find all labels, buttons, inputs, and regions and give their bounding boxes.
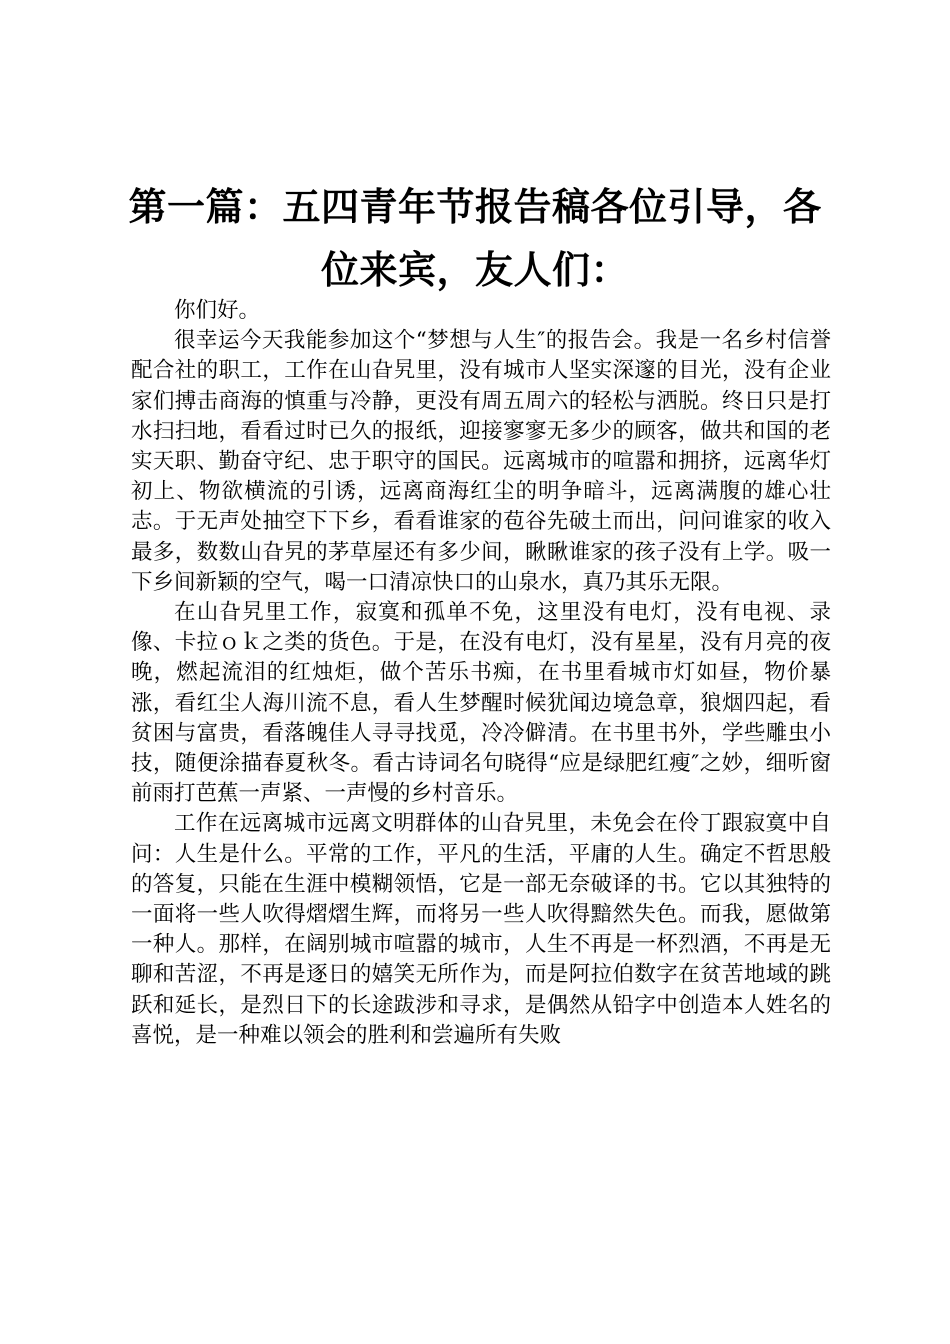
paragraph: 在山旮旯里工作，寂寞和孤单不免，这里没有电灯，没有电视、录像、卡拉ｏｋ之类的货色。于是，在没有电灯，没有星星，没有月亮的夜晚，燃起流泪的红烛炬，做个苦乐书痴，在书里看城市灯如昼，物价暴涨，看红尘人海川流不息，看人生梦醒时候犹闻边境急章，狼烟四起，看贫困与富贵，看落魄佳人寻寻找觅，冷冷僻清。在书里书外，学些雕虫小技，随便涂描春夏秋冬。看古诗词名句晓得“应是绿肥红瘦″之妙，细听窗前雨打芭蕉一声紧、一声慢的乡村音乐。 [131,600,831,807]
paragraph: 很幸运今天我能参加这个“梦想与人生″的报告会。我是一名乡村信誉配合社的职工，工作在山旮旯里，没有城市人坚实深邃的目光，没有企业家们搏击商海的慎重与冷静，更没有周五周六的轻松与洒脱。终日只是打水扫扫地，看看过时已久的报纸，迎接寥寥无多少的顾客，做共和国的老实天职、勤奋守纪、忠于职守的国民。远离城市的喧嚣和拥挤，远离华灯初上、物欲横流的引诱，远离商海红尘的明争暗斗，远离满腹的雄心壮志。于无声处抽空下下乡，看看谁家的苞谷先破土而出，问问谁家的收入最多，数数山旮旯的茅草屋还有多少间，瞅瞅谁家的孩子没有上学。吸一下乡间新颖的空气，喝一口清凉快口的山泉水，真乃其乐无限。 [131,328,831,595]
document-title: 第一篇：五四青年节报告稿各位引导，各位来宾，友人们： [128,185,822,292]
document-body [131,296,831,1051]
paragraph: 你们好。 [174,298,261,323]
paragraph: 工作在远离城市远离文明群体的山旮旯里，未免会在伶丁跟寂寞中自问：人生是什么。平常的工作，平凡的生活，平庸的人生。确定不哲思般的答复，只能在生涯中模糊领悟，它是一部无奈破译的书。它以其独特的一面将一些人吹得熠熠生辉，而将另一些人吹得黯然失色。而我，愿做第一种人。那样，在阔别城市喧嚣的城市，人生不再是一杯烈酒，不再是无聊和苦涩，不再是逐日的嬉笑无所作为，而是阿拉伯数字在贫苦地域的跳跃和延长，是烈日下的长途跋涉和寻求，是偶然从铅字中创造本人姓名的喜悦，是一种难以领会的胜利和尝遍所有失败 [131,811,831,1048]
